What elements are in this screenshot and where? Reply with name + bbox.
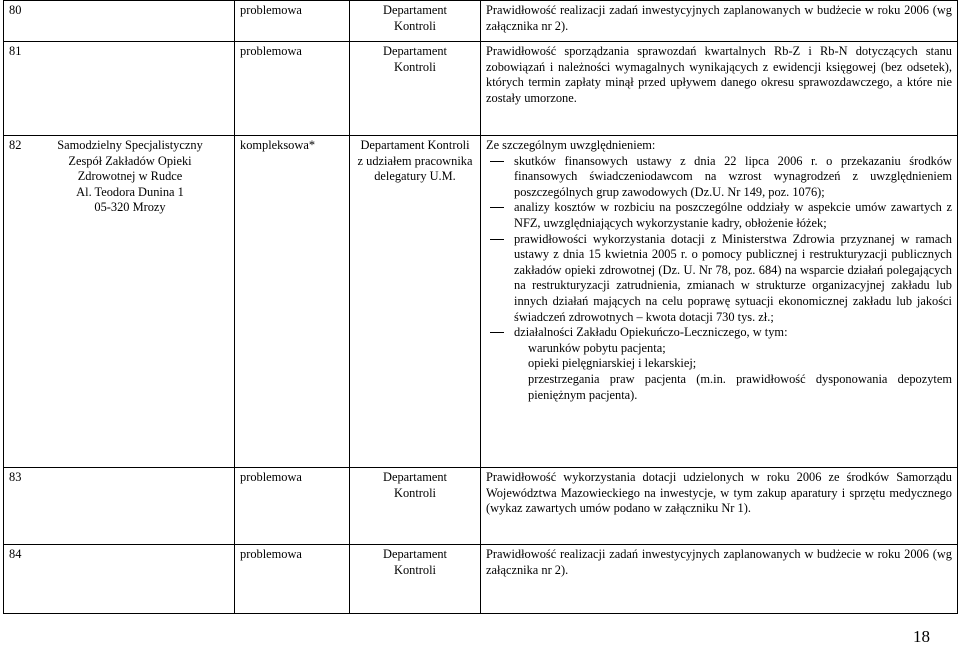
sub-list-item: warunków pobytu pacjenta; [528, 340, 666, 355]
scope-list [486, 154, 952, 404]
control-type-cell [235, 468, 350, 545]
unit-line: z udziałem pracownika [357, 153, 473, 168]
control-type-cell [235, 1, 350, 42]
unit-line: Kontroli [394, 485, 436, 500]
sub-list [514, 341, 952, 403]
scope-cell [481, 136, 958, 468]
entity-cell [4, 1, 235, 42]
unit-line: Kontroli [394, 562, 436, 577]
control-type-cell [235, 545, 350, 614]
scope-text: Prawidłowość realizacji zadań inwestycyjnych zaplanowanych w budżecie w roku 2006 (wg załącznika nr 2). [486, 3, 952, 33]
control-type: kompleksowa* [240, 138, 316, 152]
entity-cell [4, 545, 235, 614]
unit-line: delegatury U.M. [374, 169, 456, 184]
table-row [4, 545, 958, 614]
unit-cell [350, 42, 481, 136]
unit-line: Kontroli [394, 59, 436, 74]
scope-cell [481, 545, 958, 614]
row-number: 81 [9, 44, 22, 58]
entity-line: Samodzielny Specjalistyczny [57, 138, 203, 152]
scope-cell [481, 42, 958, 136]
entity-line: 05-320 Mrozy [94, 200, 166, 215]
table-row [4, 42, 958, 136]
scope-text: Prawidłowość wykorzystania dotacji udzielonych w roku 2006 ze środków Samorządu Województwa Mazowieckiego na inwestycje, w tym zakup aparatury i sprzętu medycznego (wykaz zawartych umów podano w załączniku Nr 1). [486, 470, 952, 516]
row-number: 83 [9, 470, 22, 484]
list-item: prawidłowości wykorzystania dotacji z Ministerstwa Zdrowia przyznanej w ramach ustawy z dnia 15 kwietnia 2005 r. o pomocy publicznej i restrukturyzacji publicznych zakładów opieki zdrowotnej (Dz. U. Nr 78, poz. 684) na wsparcie działań polegających na restrukturyzacji zatrudnienia, zmianach w strukturze organizacyjnej zakładu lub innych działań mających na celu poprawę sytuacji ekonomicznej zakładu lub jakości świadczeń zdrowotnych – kwota dotacji 730 tys. zł.; [486, 232, 952, 326]
list-item [486, 325, 952, 403]
control-type-cell [235, 136, 350, 468]
entity-cell [4, 136, 235, 468]
control-type: problemowa [240, 44, 302, 58]
unit-cell [350, 1, 481, 42]
list-item-text: działalności Zakładu Opiekuńczo-Leczniczego, w tym: [514, 325, 788, 340]
control-plan-table [3, 0, 958, 614]
sub-list-item: przestrzegania praw pacjenta (m.in. prawidłowość dysponowania depozytem pieniężnym pacjenta). [528, 371, 952, 402]
scope-cell [481, 468, 958, 545]
unit-line: Departament [383, 44, 447, 58]
unit-line: Departament [383, 547, 447, 561]
entity-cell [4, 42, 235, 136]
control-type: problemowa [240, 470, 302, 484]
page-number: 18 [913, 627, 930, 646]
list-item: skutków finansowych ustawy z dnia 22 lipca 2006 r. o przekazaniu środków finansowych świadczeniodawcom na wzrost wynagrodzeń z uwzględnieniem poszczególnych grup zawodowych (Dz.U. Nr 149, poz. 1076); [486, 154, 952, 201]
scope-intro: Ze szczególnym uwzględnieniem: [486, 138, 656, 152]
table-row [4, 136, 958, 468]
list-item: analizy kosztów w rozbiciu na poszczególne oddziały w aspekcie umów zawartych z NFZ, uwzględniających wykorzystanie kadry, obłożenie łóżek; [486, 200, 952, 231]
row-number: 84 [9, 547, 22, 561]
table-row [4, 468, 958, 545]
scope-text: Prawidłowość realizacji zadań inwestycyjnych zaplanowanych w budżecie w roku 2006 (wg załącznika nr 2). [486, 547, 952, 577]
table-row [4, 1, 958, 42]
unit-line: Departament Kontroli [360, 138, 470, 152]
unit-cell [350, 545, 481, 614]
unit-line: Departament [383, 470, 447, 484]
entity-cell [4, 468, 235, 545]
control-type-cell [235, 42, 350, 136]
control-type: problemowa [240, 547, 302, 561]
row-number: 80 [9, 3, 22, 17]
unit-cell [350, 136, 481, 468]
scope-text: Prawidłowość sporządzania sprawozdań kwartalnych Rb-Z i Rb-N dotyczących stanu zobowiązań i należności wymagalnych wynikających z ewidencji księgowej (bez odsetek), których termin zapłaty minął przed upływem danego okresu sprawozdawczego, a które nie zostały umorzone. [486, 44, 952, 105]
unit-line: Departament [383, 3, 447, 17]
unit-line: Kontroli [394, 18, 436, 33]
scope-cell [481, 1, 958, 42]
unit-cell [350, 468, 481, 545]
entity-line: Zdrowotnej w Rudce [77, 169, 183, 184]
sub-list-item: opieki pielęgniarskiej i lekarskiej; [528, 356, 697, 371]
control-type: problemowa [240, 3, 302, 17]
entity-line: Al. Teodora Dunina 1 [76, 184, 184, 199]
row-number: 82 [9, 138, 22, 152]
entity-line: Zespół Zakładów Opieki [68, 153, 192, 168]
